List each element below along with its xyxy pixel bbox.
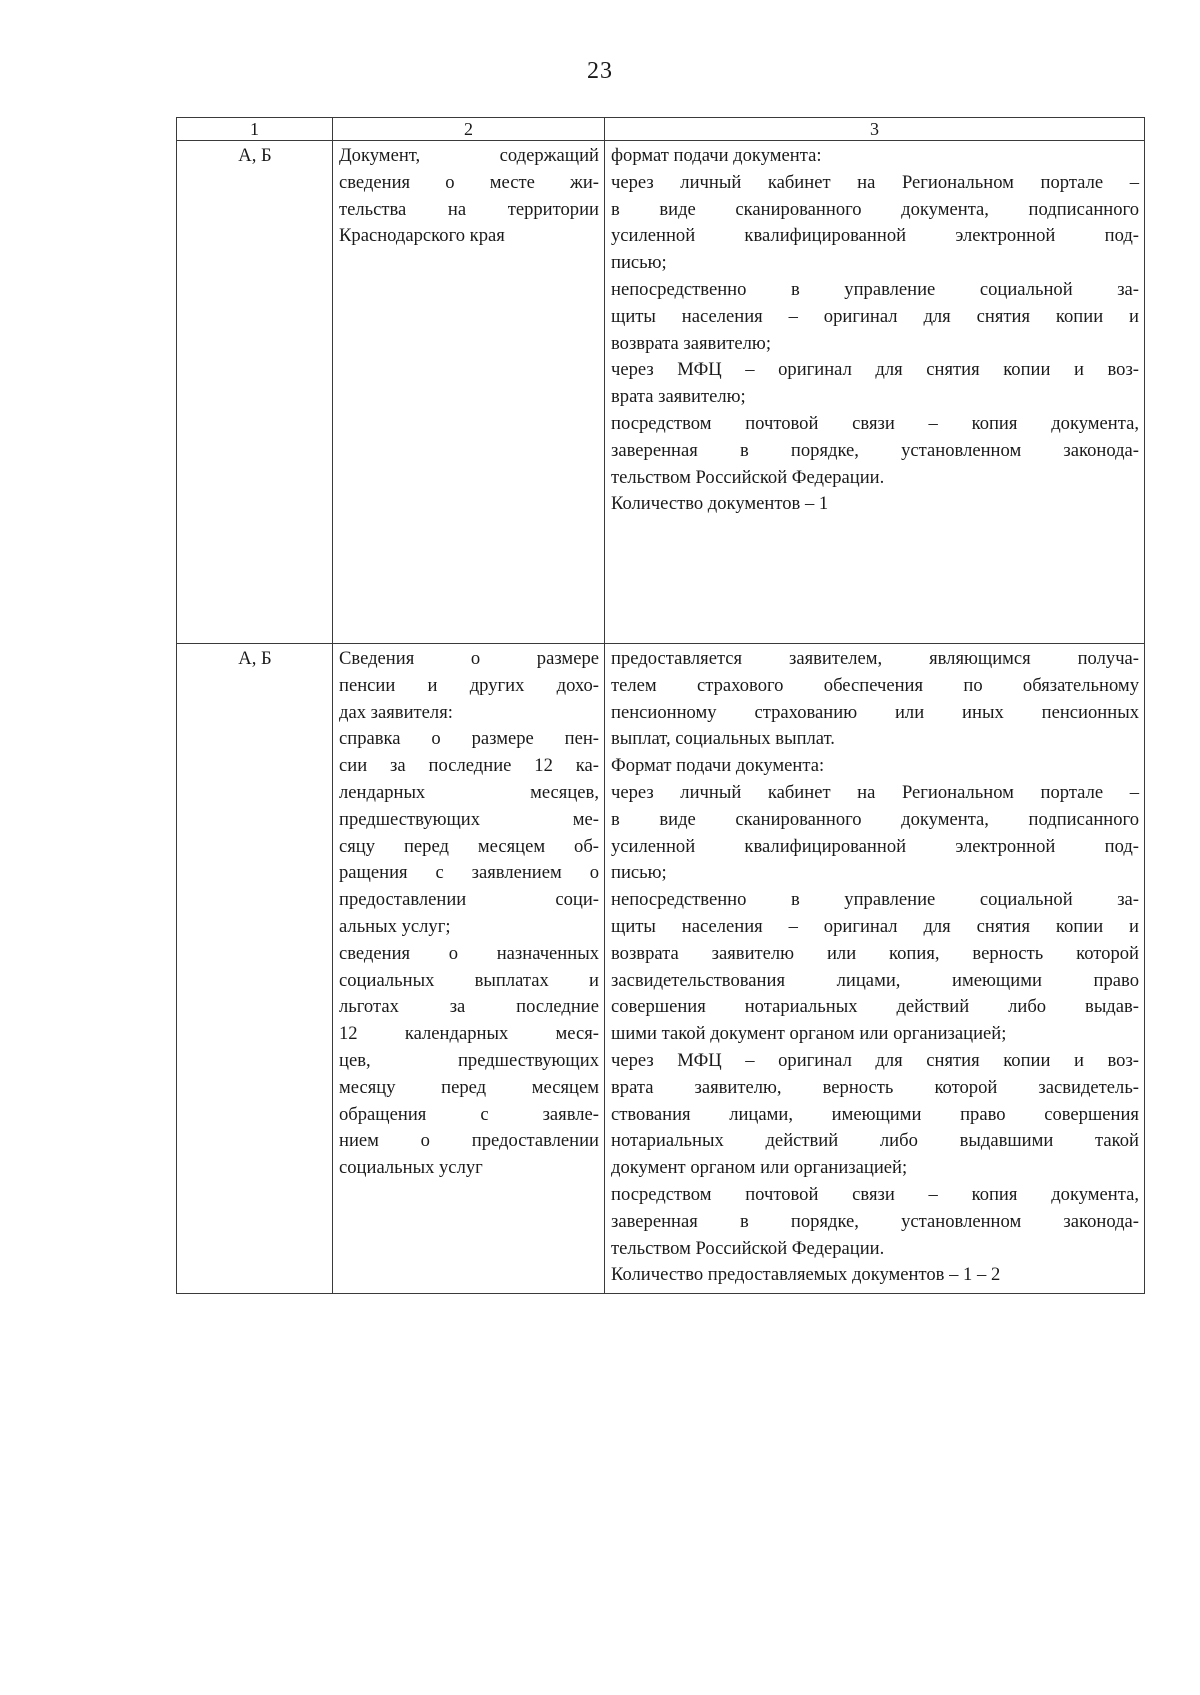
submission-format-line: Формат подачи документа: bbox=[611, 755, 825, 777]
submission-format-line: тельством Российской Федерации. bbox=[611, 466, 885, 488]
column-header-1: 1 bbox=[177, 118, 333, 141]
document-description-line: обращения с заявле- bbox=[339, 1103, 599, 1125]
documents-table bbox=[176, 117, 1145, 1294]
document-description-line: цев, предшествующих bbox=[339, 1049, 599, 1071]
submission-format-line: через МФЦ – оригинал для снятия копии и воз- bbox=[611, 1049, 1139, 1071]
document-description-line: предоставлении соци- bbox=[339, 889, 599, 911]
submission-format-line: в виде сканированного документа, подписанного bbox=[611, 198, 1139, 220]
table-row bbox=[177, 141, 1145, 644]
submission-format-line: посредством почтовой связи – копия документа, bbox=[611, 412, 1139, 434]
document-description-line: месяцу перед месяцем bbox=[339, 1076, 599, 1098]
submission-format-line: телем страхового обеспечения по обязательному bbox=[611, 674, 1139, 696]
document-description-line: социальных выплатах и bbox=[339, 969, 599, 991]
document-description-line: Сведения о размере bbox=[339, 648, 599, 669]
document-description-line: нием о предоставлении bbox=[339, 1130, 599, 1152]
submission-format-cell bbox=[605, 644, 1145, 1294]
document-description-line: социальных услуг bbox=[339, 1157, 483, 1179]
submission-format-line: усиленной квалифицированной электронной под- bbox=[611, 835, 1139, 857]
submission-format-line: ствования лицами, имеющими право совершения bbox=[611, 1103, 1139, 1125]
submission-format-line: возврата заявителю или копия, верность которой bbox=[611, 942, 1139, 964]
document-description-line: справка о размере пен- bbox=[339, 728, 599, 750]
submission-format-line: Количество предоставляемых документов – 1 – 2 bbox=[611, 1264, 1001, 1286]
table-header-row bbox=[177, 118, 1145, 141]
document-description-line: тельства на территории bbox=[339, 198, 599, 220]
submission-format-line: в виде сканированного документа, подписанного bbox=[611, 808, 1139, 830]
submission-format-line: писью; bbox=[611, 862, 667, 884]
submission-format-line: врата заявителю, верность которой засвидетель- bbox=[611, 1076, 1139, 1098]
page-number: 23 bbox=[587, 58, 613, 84]
submission-format-line: шими такой документ органом или организацией; bbox=[611, 1023, 1007, 1045]
submission-format-line: формат подачи документа: bbox=[611, 145, 822, 166]
submission-format-line: возврата заявителю; bbox=[611, 332, 771, 354]
document-description-line: лендарных месяцев, bbox=[339, 781, 599, 803]
submission-format-line: нотариальных действий либо выдавшими такой bbox=[611, 1130, 1139, 1152]
table-row bbox=[177, 644, 1145, 1294]
document-description-line: альных услуг; bbox=[339, 915, 451, 937]
submission-format-line: усиленной квалифицированной электронной под- bbox=[611, 225, 1139, 247]
document-description-line: 12 календарных меся- bbox=[339, 1023, 599, 1045]
submission-format-line: пенсионному страхованию или иных пенсионных bbox=[611, 701, 1139, 723]
document-description-cell bbox=[333, 644, 605, 1294]
submission-format-line: заверенная в порядке, установленном законода- bbox=[611, 439, 1139, 461]
submission-format-line: предоставляется заявителем, являющимся получа- bbox=[611, 648, 1139, 669]
submission-format-line: совершения нотариальных действий либо выдав- bbox=[611, 996, 1139, 1018]
document-description-line: Документ, содержащий bbox=[339, 145, 599, 166]
submission-format-line: засвидетельствования лицами, имеющими право bbox=[611, 969, 1139, 991]
document-description-cell bbox=[333, 141, 605, 644]
submission-format-line: выплат, социальных выплат. bbox=[611, 728, 835, 750]
document-description-line: предшествующих ме- bbox=[339, 808, 599, 830]
column-header-3: 3 bbox=[605, 118, 1145, 141]
submission-format-line: щиты населения – оригинал для снятия копии и bbox=[611, 305, 1139, 327]
document-description-line: льготах за последние bbox=[339, 996, 599, 1018]
document-description-line: дах заявителя: bbox=[339, 701, 453, 723]
document-description-line: пенсии и других дохо- bbox=[339, 674, 599, 696]
document-description-line: сведения о месте жи- bbox=[339, 171, 599, 193]
applicant-category-cell: А, Б bbox=[177, 141, 333, 644]
submission-format-line: посредством почтовой связи – копия документа, bbox=[611, 1183, 1139, 1205]
submission-format-line: писью; bbox=[611, 252, 667, 274]
column-header-2: 2 bbox=[333, 118, 605, 141]
submission-format-line: через личный кабинет на Региональном портале – bbox=[611, 171, 1139, 193]
submission-format-line: заверенная в порядке, установленном законода- bbox=[611, 1210, 1139, 1232]
submission-format-line: тельством Российской Федерации. bbox=[611, 1237, 885, 1259]
submission-format-line: Количество документов – 1 bbox=[611, 493, 829, 515]
submission-format-line: непосредственно в управление социальной за- bbox=[611, 278, 1139, 300]
document-description-line: ращения с заявлением о bbox=[339, 862, 599, 884]
document-description-line: сведения о назначенных bbox=[339, 942, 599, 964]
submission-format-line: через личный кабинет на Региональном портале – bbox=[611, 781, 1139, 803]
document-description-line: Краснодарского края bbox=[339, 225, 505, 247]
submission-format-line: непосредственно в управление социальной за- bbox=[611, 889, 1139, 911]
document-description-line: сии за последние 12 ка- bbox=[339, 755, 599, 777]
submission-format-line: врата заявителю; bbox=[611, 386, 746, 408]
submission-format-line: через МФЦ – оригинал для снятия копии и воз- bbox=[611, 359, 1139, 381]
submission-format-line: документ органом или организацией; bbox=[611, 1157, 908, 1179]
document-description-line: сяцу перед месяцем об- bbox=[339, 835, 599, 857]
applicant-category-cell: А, Б bbox=[177, 644, 333, 1294]
submission-format-cell bbox=[605, 141, 1145, 644]
submission-format-line: щиты населения – оригинал для снятия копии и bbox=[611, 915, 1139, 937]
